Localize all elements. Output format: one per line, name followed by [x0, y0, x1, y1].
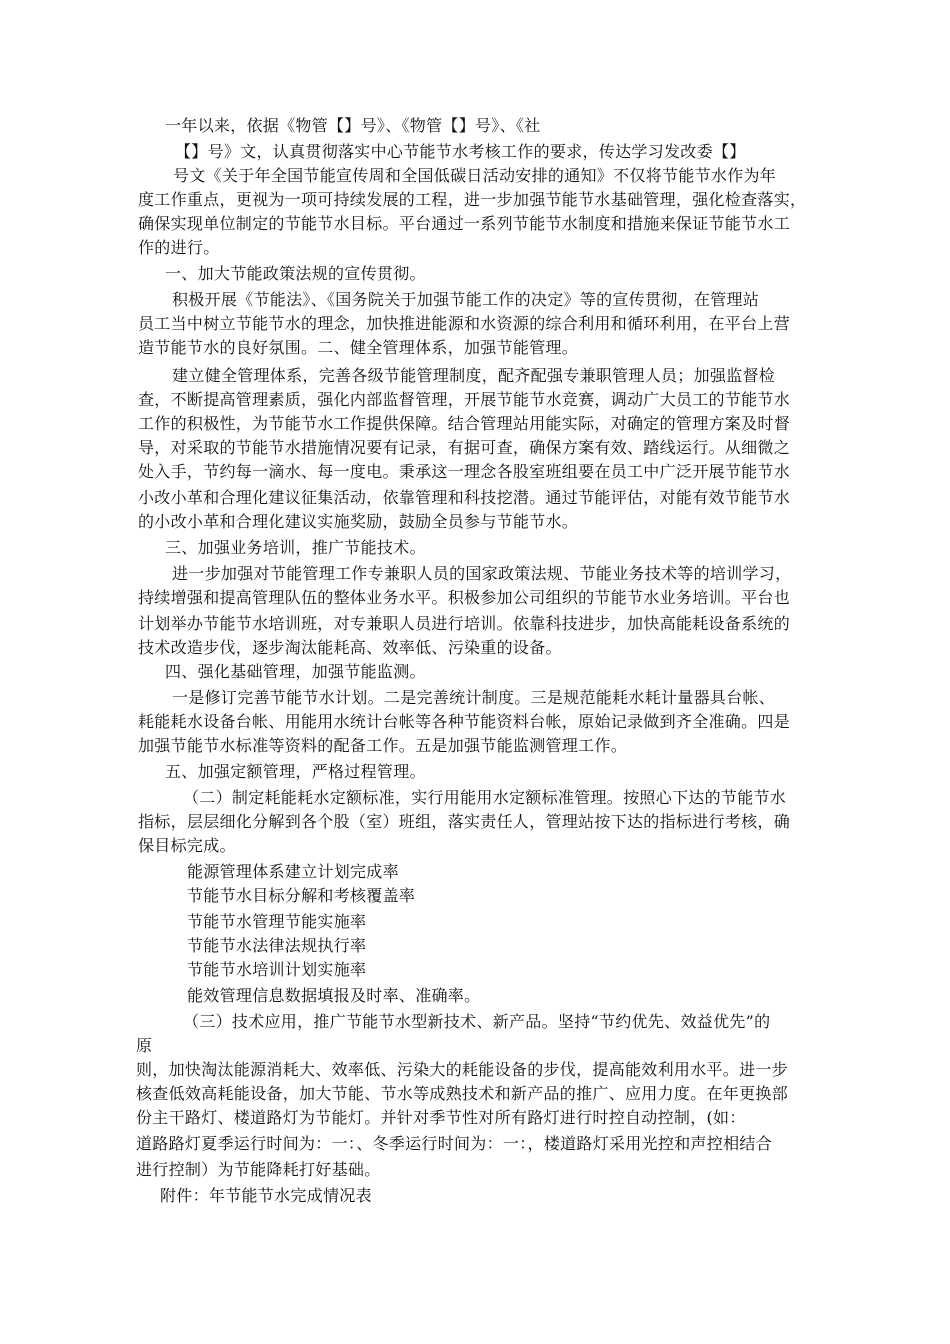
para-3-line-3: 计划举办节能节水培训班，对专兼职人员进行培训。依靠科技进步，加快高能耗设备系统的: [138, 614, 791, 633]
para-5-line-3: 保目标完成。: [138, 836, 236, 855]
para-intro-line-4: 度工作重点，更视为一项可持续发展的工程，进一步加强节能节水基础管理，强化检查落实，: [138, 190, 807, 209]
para-5-line-2: 指标，层层细化分解到各个股（室）班组，落实责任人，管理站按下达的指标进行考核，确: [138, 812, 791, 831]
para-6-line-7: 进行控制）为节能降耗打好基础。: [136, 1160, 381, 1179]
para-3-line-2: 持续增强和提高管理队伍的整体业务水平。积极参加公司组织的节能节水业务培训。平台也: [138, 588, 791, 607]
para-4-line-2: 耗能耗水设备台帐、用能用水统计台帐等各种节能资料台帐，原始记录做到齐全准确。四是: [138, 712, 791, 731]
metric-item: 节能节水法律法规执行率: [187, 936, 367, 955]
para-5-line-1: （二）制定耗能耗水定额标准，实行用能用水定额标准管理。按照心下达的节能节水: [183, 788, 787, 807]
para-intro-line-3: 号文《关于年全国节能宣传周和全国低碳日活动安排的通知》不仅将节能节水作为年: [173, 166, 777, 185]
para-3-line-4: 技术改造步伐，逐步淘汰能耗高、效率低、污染重的设备。: [138, 638, 562, 657]
para-2-line-1: 建立健全管理体系，完善各级节能管理制度，配齐配强专兼职管理人员；加强监督检: [172, 366, 776, 385]
para-2-line-3: 工作的积极性，为节能节水工作提供保障。结合管理站用能实际，对确定的管理方案及时督: [138, 414, 791, 433]
para-4-line-1: 一是修订完善节能节水计划。二是完善统计制度。三是规范能耗水耗计量器具台帐、: [172, 688, 776, 707]
metric-item: 节能节水目标分解和考核覆盖率: [187, 886, 416, 905]
para-6-line-5: 份主干路灯、楼道路灯为节能灯。并针对季节性对所有路灯进行时控自动控制，(如：: [136, 1108, 746, 1127]
para-1-line-1: 积极开展《节能法》、《国务院关于加强节能工作的决定》等的宣传贯彻，在管理站: [172, 290, 760, 309]
metric-item: 节能节水管理节能实施率: [187, 912, 367, 931]
para-6-line-3: 则，加快淘汰能源消耗大、效率低、污染大的耗能设备的步伐，提高能效利用水平。进一步: [136, 1060, 789, 1079]
para-4-line-3: 加强节能节水标准等资料的配备工作。五是加强节能监测管理工作。: [138, 736, 628, 755]
para-1-line-2: 员工当中树立节能节水的理念，加快推进能源和水资源的综合利用和循环利用，在平台上营: [138, 314, 791, 333]
para-6-line-6: 道路路灯夏季运行时间为：一：、冬季运行时间为：一：，楼道路灯采用光控和声控相结合: [136, 1134, 773, 1153]
para-intro-line-2: 【】号》文，认真贯彻落实中心节能节水考核工作的要求，传达学习发改委【】: [175, 142, 746, 161]
metric-item: 节能节水培训计划实施率: [187, 960, 367, 979]
para-intro-line-5: 确保实现单位制定的节能节水目标。平台通过一系列节能节水制度和措施来保证节能节水工: [138, 214, 791, 233]
section-heading-5: 五、加强定额管理，严格过程管理。: [165, 762, 426, 781]
para-intro-line-1: 一年以来，依据《物管【】号》、《物管【】号》、《社: [165, 116, 541, 135]
para-2-line-5: 处入手，节约每一滴水、每一度电。秉承这一理念各股室班组要在员工中广泛开展节能节水: [138, 462, 791, 481]
para-2-line-6: 小改小革和合理化建议征集活动，依靠管理和科技挖潜。通过节能评估，对能有效节能节水: [138, 488, 791, 507]
section-heading-3: 三、加强业务培训，推广节能技术。: [165, 538, 426, 557]
para-6-line-2: 原: [136, 1036, 153, 1055]
para-2-line-4: 导，对采取的节能节水措施情况要有记录，有据可查，确保方案有效、踏线运行。从细微之: [138, 438, 791, 457]
para-6-line-4: 核查低效高耗能设备，加大节能、节水等成熟技术和新产品的推广、应用力度。在年更换部: [136, 1084, 789, 1103]
section-heading-4: 四、强化基础管理，加强节能监测。: [165, 662, 426, 681]
para-1-line-3: 造节能节水的良好氛围。二、健全管理体系，加强节能管理。: [138, 338, 579, 357]
attachment-note: 附件：年节能节水完成情况表: [160, 1186, 372, 1205]
para-intro-line-6: 作的进行。: [138, 238, 220, 257]
para-2-line-2: 查，不断提高管理素质，强化内部监督管理，开展节能节水竞赛，调动广大员工的节能节水: [138, 390, 791, 409]
para-3-line-1: 进一步加强对节能管理工作专兼职人员的国家政策法规、节能业务技术等的培训学习，: [172, 564, 792, 583]
metric-item: 能效管理信息数据填报及时率、准确率。: [187, 986, 481, 1005]
metric-item: 能源管理体系建立计划完成率: [187, 862, 399, 881]
section-heading-1: 一、加大节能政策法规的宣传贯彻。: [165, 264, 426, 283]
para-6-line-1: （三）技术应用，推广节能节水型新技术、新产品。坚持“节约优先、效益优先”的: [183, 1012, 771, 1031]
para-2-line-7: 的小改小革和合理化建议实施奖励，鼓励全员参与节能节水。: [138, 512, 579, 531]
